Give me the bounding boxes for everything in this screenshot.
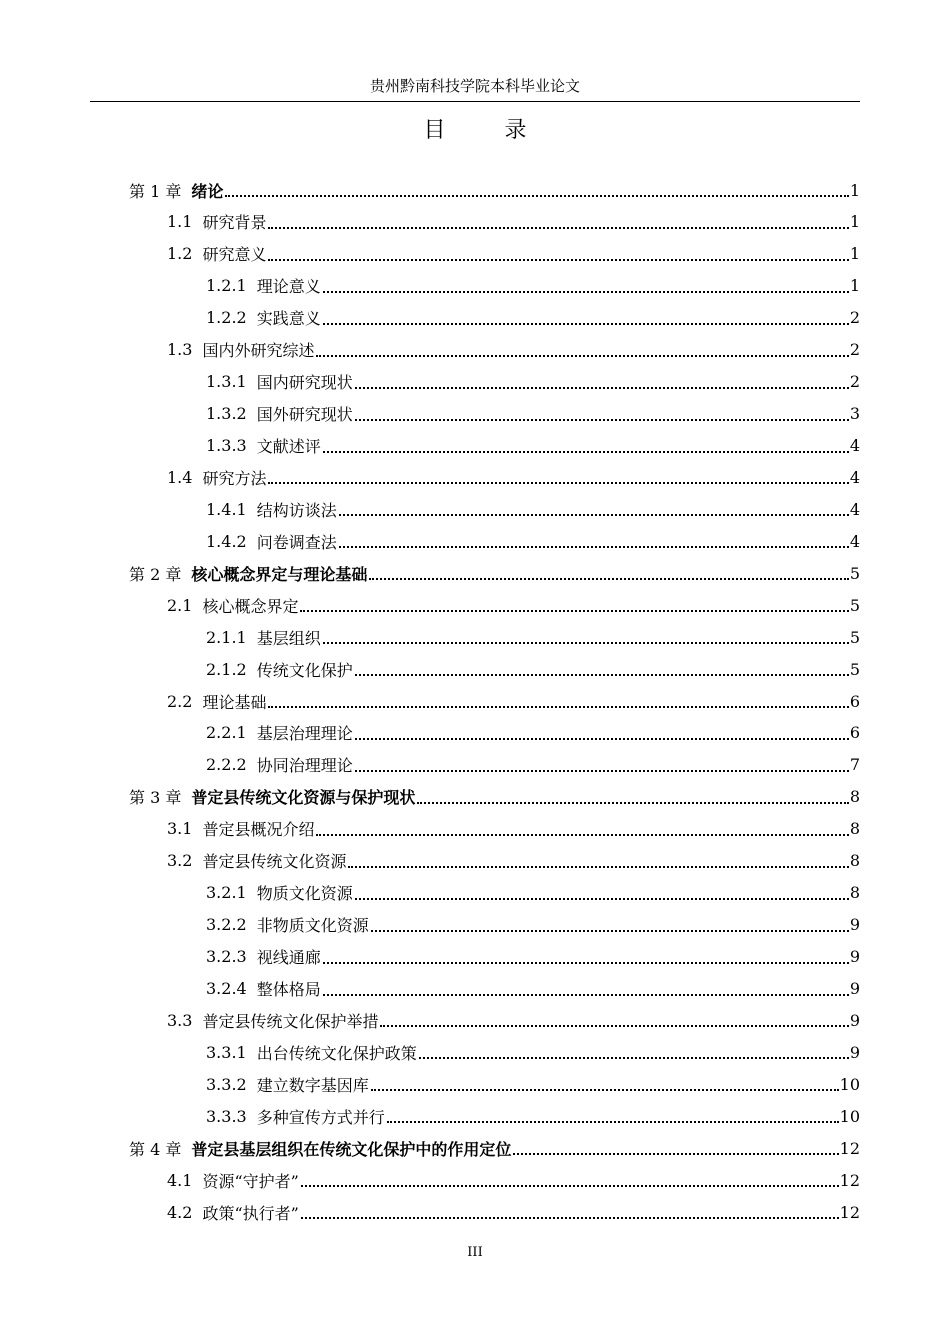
toc-entry-title: 研究方法	[202, 468, 267, 488]
toc-dot-leader	[355, 754, 849, 772]
toc-section-entry[interactable]	[167, 845, 860, 877]
toc-entry-page: 1	[849, 244, 860, 264]
toc-section-entry[interactable]	[206, 398, 860, 430]
toc-entry-page: 8	[849, 787, 860, 807]
toc-entry-page: 8	[849, 851, 860, 871]
toc-entry-number: 第 4 章	[129, 1139, 182, 1159]
toc-entry-page: 6	[849, 691, 860, 711]
toc-dot-leader	[323, 946, 849, 964]
toc-entry-title: 国内研究现状	[256, 373, 353, 393]
toc-section-entry[interactable]	[206, 430, 860, 462]
toc-entry-title: 研究意义	[202, 245, 267, 265]
toc-section-entry[interactable]	[206, 909, 860, 941]
toc-entry-number: 第 2 章	[129, 564, 182, 584]
toc-dot-leader	[268, 243, 848, 261]
toc-dot-leader	[380, 1009, 848, 1027]
toc-entry-number: 1.2	[167, 244, 193, 264]
toc-entry-number: 2.2	[167, 691, 193, 711]
toc-entry-title: 研究背景	[202, 213, 267, 233]
toc-entry-page: 5	[849, 595, 860, 615]
toc-entry-title: 普定县基层组织在传统文化保护中的作用定位	[191, 1139, 512, 1159]
toc-entry-number: 3.2.1	[206, 883, 247, 903]
toc-entry-number: 1.3	[167, 340, 193, 360]
toc-dot-leader	[225, 179, 848, 197]
toc-entry-number: 1.3.2	[206, 404, 247, 424]
toc-section-entry[interactable]	[167, 334, 860, 366]
toc-dot-leader	[323, 275, 849, 293]
toc-entry-title: 普定县传统文化资源	[202, 852, 347, 872]
toc-entry-number: 2.1	[167, 595, 193, 615]
page-number: III	[467, 1245, 483, 1260]
toc-entry-number: 2.1.2	[206, 659, 247, 679]
toc-dot-leader	[301, 1201, 839, 1219]
toc-entry-title: 普定县传统文化保护举措	[202, 1011, 379, 1031]
toc-section-entry[interactable]	[167, 461, 860, 493]
toc-entry-page: 7	[849, 755, 860, 775]
toc-dot-leader	[323, 626, 849, 644]
toc-entry-page: 12	[839, 1202, 860, 1222]
toc-entry-number: 1.1	[167, 212, 193, 232]
toc-entry-page: 3	[849, 404, 860, 424]
toc-entry-number: 3.2.4	[206, 979, 247, 998]
toc-section-entry[interactable]	[206, 749, 860, 781]
toc-dot-leader	[371, 1073, 839, 1091]
toc-dot-leader	[355, 371, 849, 389]
header-rule	[90, 101, 860, 102]
toc-dot-leader	[339, 498, 849, 516]
toc-entry-number: 2.2.1	[206, 723, 247, 743]
toc-dot-leader	[316, 818, 848, 836]
toc-entry-number: 3.2.2	[206, 915, 247, 935]
toc-entry-number: 4.1	[167, 1170, 193, 1190]
toc-entry-title: 基层治理理论	[256, 724, 353, 744]
toc-entry-title: 基层组织	[256, 628, 321, 648]
toc-entry-page: 2	[849, 340, 860, 360]
toc-entry-title: 整体格局	[256, 980, 321, 999]
toc-section-entry[interactable]	[206, 1036, 860, 1068]
toc-entry-page: 4	[849, 467, 860, 487]
toc-entry-title: 理论基础	[202, 692, 267, 712]
toc-entry-title: 理论意义	[256, 277, 321, 297]
toc-section-entry[interactable]	[206, 877, 860, 909]
toc-entry-page: 9	[849, 947, 860, 967]
toc-section-entry[interactable]	[206, 1100, 860, 1132]
toc-entry-title: 政策“执行者”	[202, 1203, 299, 1223]
toc-section-entry[interactable]	[167, 685, 860, 717]
toc-entry-title: 视线通廊	[256, 948, 321, 968]
toc-entry-page: 1	[849, 212, 860, 232]
toc-entry-number: 1.3.3	[206, 436, 247, 456]
toc-dot-leader	[355, 722, 849, 740]
toc-entry-number: 3.3	[167, 1010, 193, 1030]
toc-entry-number: 3.3.1	[206, 1042, 247, 1062]
toc-entry-title: 文献述评	[256, 437, 321, 457]
toc-chapter-entry[interactable]	[129, 557, 860, 589]
toc-dot-leader	[355, 882, 849, 900]
toc-entry-title: 资源“守护者”	[202, 1171, 299, 1191]
toc-entry-number: 3.2	[167, 851, 193, 871]
toc-entry-title: 实践意义	[256, 309, 321, 329]
toc-entry-number: 3.1	[167, 819, 193, 839]
toc-entry-title: 国内外研究综述	[202, 341, 315, 361]
toc-entry-page: 9	[849, 1042, 860, 1062]
toc-dot-leader	[268, 466, 848, 484]
toc-entry-title: 结构访谈法	[256, 500, 337, 520]
toc-section-entry[interactable]	[206, 941, 860, 973]
toc-section-entry[interactable]	[206, 302, 860, 334]
toc-dot-leader	[387, 1105, 839, 1123]
toc-entry-page: 2	[849, 308, 860, 328]
toc-entry-title: 多种宣传方式并行	[256, 1107, 385, 1127]
toc-entry-number: 第 1 章	[129, 181, 182, 201]
toc-title: 目 录	[423, 118, 553, 143]
toc-dot-leader	[268, 211, 848, 229]
toc-entry-number: 1.2.1	[206, 276, 247, 296]
toc-entry-title: 核心概念界定	[202, 596, 299, 616]
toc-entry-number: 第 3 章	[129, 788, 182, 808]
toc-entry-number: 2.2.2	[206, 755, 247, 775]
toc-section-entry[interactable]	[167, 1164, 860, 1196]
toc-entry-number: 3.3.3	[206, 1106, 247, 1126]
toc-entry-number: 1.2.2	[206, 308, 247, 328]
toc-entry-page: 4	[849, 436, 860, 456]
toc-entry-page: 12	[839, 1170, 860, 1190]
toc-entry-page: 4	[849, 531, 860, 551]
toc-section-entry[interactable]	[206, 525, 860, 557]
toc-dot-leader	[301, 1169, 839, 1187]
toc-entry-page: 4	[849, 499, 860, 519]
toc-dot-leader	[323, 307, 849, 325]
toc-chapter-entry[interactable]	[129, 781, 860, 813]
toc-entry-title: 普定县概况介绍	[202, 820, 315, 840]
toc-entry-page: 8	[849, 819, 860, 839]
toc-section-entry[interactable]	[206, 717, 860, 749]
toc-entry-number: 2.1.1	[206, 627, 247, 647]
toc-entry-page: 2	[849, 372, 860, 392]
toc-entry-page: 5	[849, 627, 860, 647]
toc-entry-title: 传统文化保护	[256, 660, 353, 680]
toc-entry-title: 普定县传统文化资源与保护现状	[191, 788, 416, 808]
toc-dot-leader	[355, 403, 849, 421]
toc-entry-title: 问卷调查法	[256, 532, 337, 552]
toc-section-entry[interactable]	[167, 238, 860, 270]
toc-entry-page: 1	[849, 276, 860, 296]
toc-entry-number: 3.3.2	[206, 1074, 247, 1094]
toc-entry-page: 6	[849, 723, 860, 743]
toc-chapter-entry[interactable]	[129, 174, 860, 206]
toc-entry-number: 1.3.1	[206, 372, 247, 392]
toc-section-entry[interactable]	[206, 493, 860, 525]
toc-entry-title: 出台传统文化保护政策	[256, 1043, 417, 1063]
toc-entry-number: 1.4	[167, 467, 193, 487]
toc-entry-title: 绪论	[191, 181, 224, 201]
toc-entry-number: 4.2	[167, 1202, 193, 1222]
toc-entry-page: 9	[849, 1010, 860, 1030]
toc-section-entry[interactable]	[206, 621, 860, 653]
toc-entry-number: 1.4.1	[206, 499, 247, 519]
toc-section-entry[interactable]	[206, 366, 860, 398]
toc-entry-page: 5	[849, 659, 860, 679]
toc-dot-leader	[300, 594, 848, 612]
toc-section-entry[interactable]	[206, 973, 860, 1005]
toc-dot-leader	[268, 690, 848, 708]
toc-section-entry[interactable]	[167, 1196, 860, 1228]
toc-dot-leader	[419, 1041, 849, 1059]
toc-dot-leader	[339, 530, 849, 548]
toc-entry-title: 国外研究现状	[256, 405, 353, 425]
toc-entry-page: 10	[839, 1106, 860, 1126]
toc-entry-page: 9	[849, 915, 860, 935]
toc-dot-leader	[355, 658, 849, 676]
toc-dot-leader	[371, 914, 849, 932]
toc-section-entry[interactable]	[206, 1068, 860, 1100]
toc-entry-page: 1	[849, 180, 860, 200]
toc-section-entry[interactable]	[206, 653, 860, 685]
toc-entry-number: 1.4.2	[206, 531, 247, 551]
toc-dot-leader	[348, 850, 848, 868]
toc-entry-page: 12	[839, 1138, 860, 1158]
toc-dot-leader	[323, 435, 849, 453]
toc-section-entry[interactable]	[167, 206, 860, 238]
toc-entry-title: 核心概念界定与理论基础	[191, 564, 368, 584]
toc-entry-page: 9	[849, 979, 860, 998]
toc-section-entry[interactable]	[167, 813, 860, 845]
toc-entry-title: 物质文化资源	[256, 884, 353, 904]
toc-dot-leader	[513, 1137, 838, 1155]
toc-entry-page: 5	[849, 563, 860, 583]
toc-entry-page: 10	[839, 1074, 860, 1094]
toc-entry-title: 建立数字基因库	[256, 1075, 369, 1095]
toc-chapter-entry[interactable]	[129, 1132, 860, 1164]
toc-dot-leader	[316, 339, 848, 357]
toc-entry-title: 非物质文化资源	[256, 916, 369, 936]
toc-section-entry[interactable]	[167, 589, 860, 621]
toc-dot-leader	[323, 978, 849, 996]
toc-section-entry[interactable]	[167, 1004, 860, 1036]
toc-dot-leader	[369, 562, 848, 580]
toc-dot-leader	[417, 786, 848, 804]
page-header: 贵州黔南科技学院本科毕业论文	[369, 77, 580, 95]
toc-entry-title: 协同治理理论	[256, 756, 353, 776]
toc-entry-number: 3.2.3	[206, 947, 247, 967]
toc-entry-page: 8	[849, 883, 860, 903]
toc-section-entry[interactable]	[206, 270, 860, 302]
